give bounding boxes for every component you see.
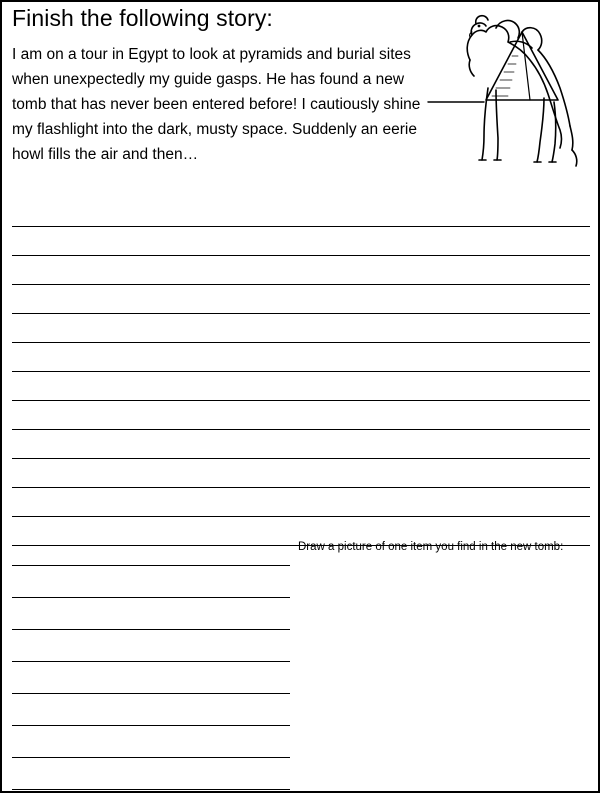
page-title: Finish the following story: — [12, 5, 273, 31]
writing-line[interactable] — [12, 694, 290, 726]
writing-lines-short[interactable] — [12, 534, 290, 790]
writing-line[interactable] — [12, 372, 590, 401]
writing-line[interactable] — [12, 566, 290, 598]
writing-line[interactable] — [12, 430, 590, 459]
writing-line[interactable] — [12, 598, 290, 630]
story-prompt-text: I am on a tour in Egypt to look at pyramids and burial sites when unexpectedly my guide gasps. He has found a new tomb that has never been entered before! I cautiously shine my flashlight into the dark, musty space. Suddenly an eerie howl fills the air and then… — [12, 46, 421, 163]
camel-and-pyramid-illustration — [426, 2, 594, 174]
writing-line[interactable] — [12, 227, 590, 256]
writing-line[interactable] — [12, 401, 590, 430]
writing-line[interactable] — [12, 256, 590, 285]
writing-line[interactable] — [12, 726, 290, 758]
writing-line[interactable] — [12, 198, 590, 227]
writing-line[interactable] — [12, 662, 290, 694]
writing-line[interactable] — [12, 488, 590, 517]
writing-line[interactable] — [12, 534, 290, 566]
writing-line[interactable] — [12, 285, 590, 314]
writing-line[interactable] — [12, 758, 290, 790]
draw-instruction-label: Draw a picture of one item you find in the new tomb: — [298, 541, 564, 553]
writing-lines-full[interactable] — [12, 198, 590, 546]
writing-line[interactable] — [12, 630, 290, 662]
writing-line[interactable] — [12, 459, 590, 488]
writing-line[interactable] — [12, 343, 590, 372]
writing-line[interactable] — [12, 314, 590, 343]
